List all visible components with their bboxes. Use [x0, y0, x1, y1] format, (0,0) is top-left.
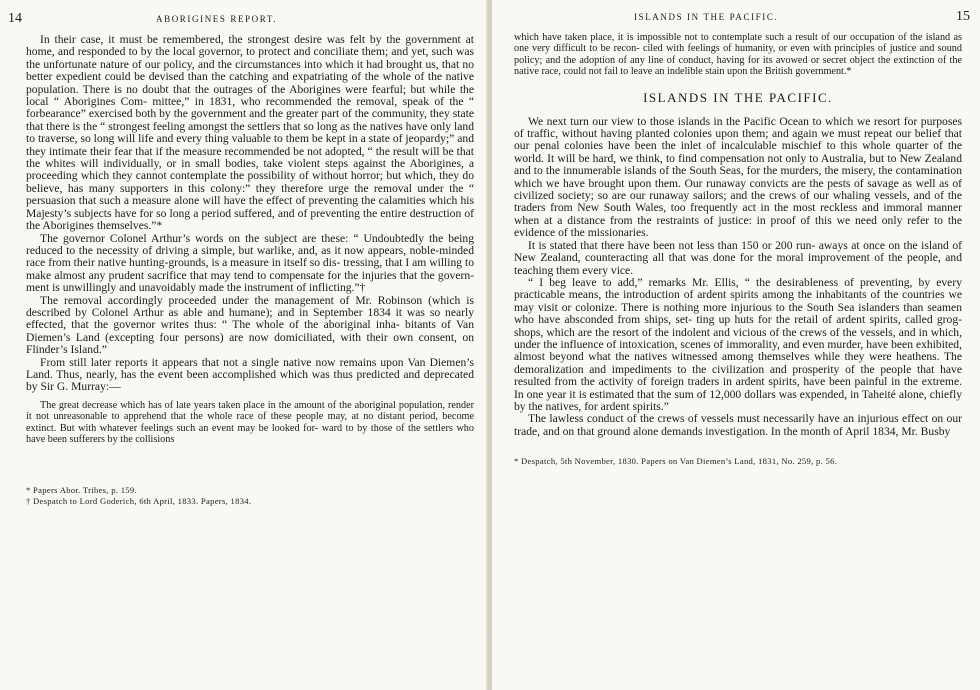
right-page	[492, 0, 980, 690]
block-quote: The great decrease which has of late years taken place in the amount of the aboriginal population, render it not unreasonable to apprehend that the whole race of these people may, at no distant period, become extinct. But with whatever feelings such an event may be looked for- ward to by those of the settlers who have been sufferers by the collisions	[26, 399, 474, 445]
left-running-head	[8, 11, 474, 34]
block-quote-continued: which have taken place, it is impossible not to contemplate such a result of our occupation of the island as one very difficult to be recon- ciled with feelings of humanity, or even with principles of justice and sound policy; and the adoption of any line of conduct, having for its avowed or secret object the extinction of the native race, could not fail to leave an indelible stain upon the British government.*	[514, 32, 962, 78]
left-running-title: ABORIGINES REPORT.	[156, 14, 278, 24]
paragraph: We next turn our view to those islands in the Pacific Ocean to which we resort for purposes of traffic, without having planted colonies upon them; and again we must repeat our belief that our penal colonies have been the inlet of incalculable mischief to this whole quarter of the world. It will be hard, we think, to find compensation not only to Australia, but to New Zealand and to the innumerable islands of the South Seas, for the murders, the misery, the contamination which we have brought upon them. Our runaway convicts are the pests of savage as well as of civilized society; so are our runaway sailors; and the crews of our whaling vessels, and of the traders from New South Wales, too frequently act in the most reckless and immoral manner when at a distance from the restraints of justice: in proof of this we need only refer to the evidence of the missionaries.	[514, 114, 962, 240]
paragraph: The lawless conduct of the crews of vessels must necessarily have an injurious effect on our trade, and on that ground alone demands investigation. In the month of April 1834, Mr. Busby	[514, 412, 962, 438]
left-footnotes	[26, 485, 474, 506]
paragraph: The governor Colonel Arthur’s words on the subject are these: “ Undoubtedly the being reduced to the necessity of driving a simple, but warlike, and, as it now appears, noble-minded race from their native hunting-grounds, is a measure in itself so dis- tressing, that I am willing to make almost any prudent sacrifice that may tend to compensate for the injuries that the govern- ment is unwillingly and unavoidably made the instrument of inflicting.”†	[26, 231, 474, 295]
paragraph: It is stated that there have been not less than 150 or 200 run- aways at once on the island of New Zealand, counteracting all that was done for the moral improvement of the people, and teaching them every vice.	[514, 238, 962, 277]
footnote: † Despatch to Lord Goderich, 6th April, 1833. Papers, 1834.	[26, 496, 252, 507]
right-running-head	[514, 9, 970, 32]
footnote: * Papers Abor. Tribes, p. 159.	[26, 485, 137, 496]
left-body-text	[26, 34, 474, 394]
left-page-number: 14	[8, 11, 22, 26]
right-body-text	[514, 116, 962, 439]
section-title: ISLANDS IN THE PACIFIC.	[643, 89, 833, 105]
right-running-title: ISLANDS IN THE PACIFIC.	[634, 12, 779, 22]
footnote: * Despatch, 5th November, 1830. Papers on Van Diemen’s Land, 1831, No. 259, p. 56.	[514, 456, 838, 467]
right-footnotes	[514, 456, 962, 466]
paragraph: In their case, it must be remembered, the strongest desire was felt by the government at home, and responded to by the local governor, to protect and conciliate them; and yet, such was the unfortunate nature of our policy, and the circumstances into which it had brought us, that no better expedient could be devised than the catching and expatriating of the whole of the native population. There is no doubt that the outrages of the Aborigines were fearful; but while the local “ Aborigines Com- mittee,” in 1831, who recommended the removal, speak of the “ forbearance” exercised both by the government and the greater part of the community, they state that there is the “ strongest feeling amongst the settlers that so long as the natives have only land to traverse, so long will life and every thing valuable to them be kept in a state of jeopardy;” and they intimate their fear that if the measure recommended be not adopted, “ the result will be that the whites will individually, or in small bodies, take violent steps against the Aborigines, a proceeding which they cannot contemplate the possibility of without horror; but which, they do believe, has many supporters in this colony:” they therefore urge the removal under the “ persuasion that such a measure alone will have the effect of preventing the calamities which his Majesty’s subjects have for so long a period suffered, and of preventing the entire destruction of the Aborigines themselves.”*	[26, 33, 474, 233]
left-page	[0, 0, 488, 690]
paragraph: “ I beg leave to add,” remarks Mr. Ellis, “ the desirableness of preventing, by every practicable means, the introduction of ardent spirits among the inhabitants of the countries we may visit or colonize. There is nothing more injurious to the South Sea islanders than seamen who have absconded from ships, set- ting up huts for the retail of ardent spirits, called grog-shops, which are the resort of the indolent and vicious of the crews of the vessels, and in which, under the influence of intoxication, scenes of immorality, and even murder, have been exhibited, almost beyond what the natives witnessed among themselves while they were heathens. The demoralization and impediments to the civilization and prosperity of the people that have resulted from the activity of foreign traders in ardent spirits, have been painful in the extreme. In one year it is estimated that the sum of 12,000 dollars was expended, in Taheité alone, chiefly by the natives, for ardent spirits.”	[514, 275, 962, 413]
right-page-number: 15	[956, 9, 970, 24]
paragraph: The removal accordingly proceeded under the management of Mr. Robinson (which is described by Colonel Arthur as able and humane); and in September 1834 it was so nearly effected, that the governor writes thus: “ The whole of the aboriginal inha- bitants of Van Diemen’s Land (excepting four persons) are now domiciliated, with their own consent, on Flinder’s Island.”	[26, 293, 474, 357]
paragraph: From still later reports it appears that not a single native now remains upon Van Diemen’s Land. Thus, nearly, has the event been accomplished which was thus predicted and deprecated by Sir G. Murray:—	[26, 355, 474, 394]
